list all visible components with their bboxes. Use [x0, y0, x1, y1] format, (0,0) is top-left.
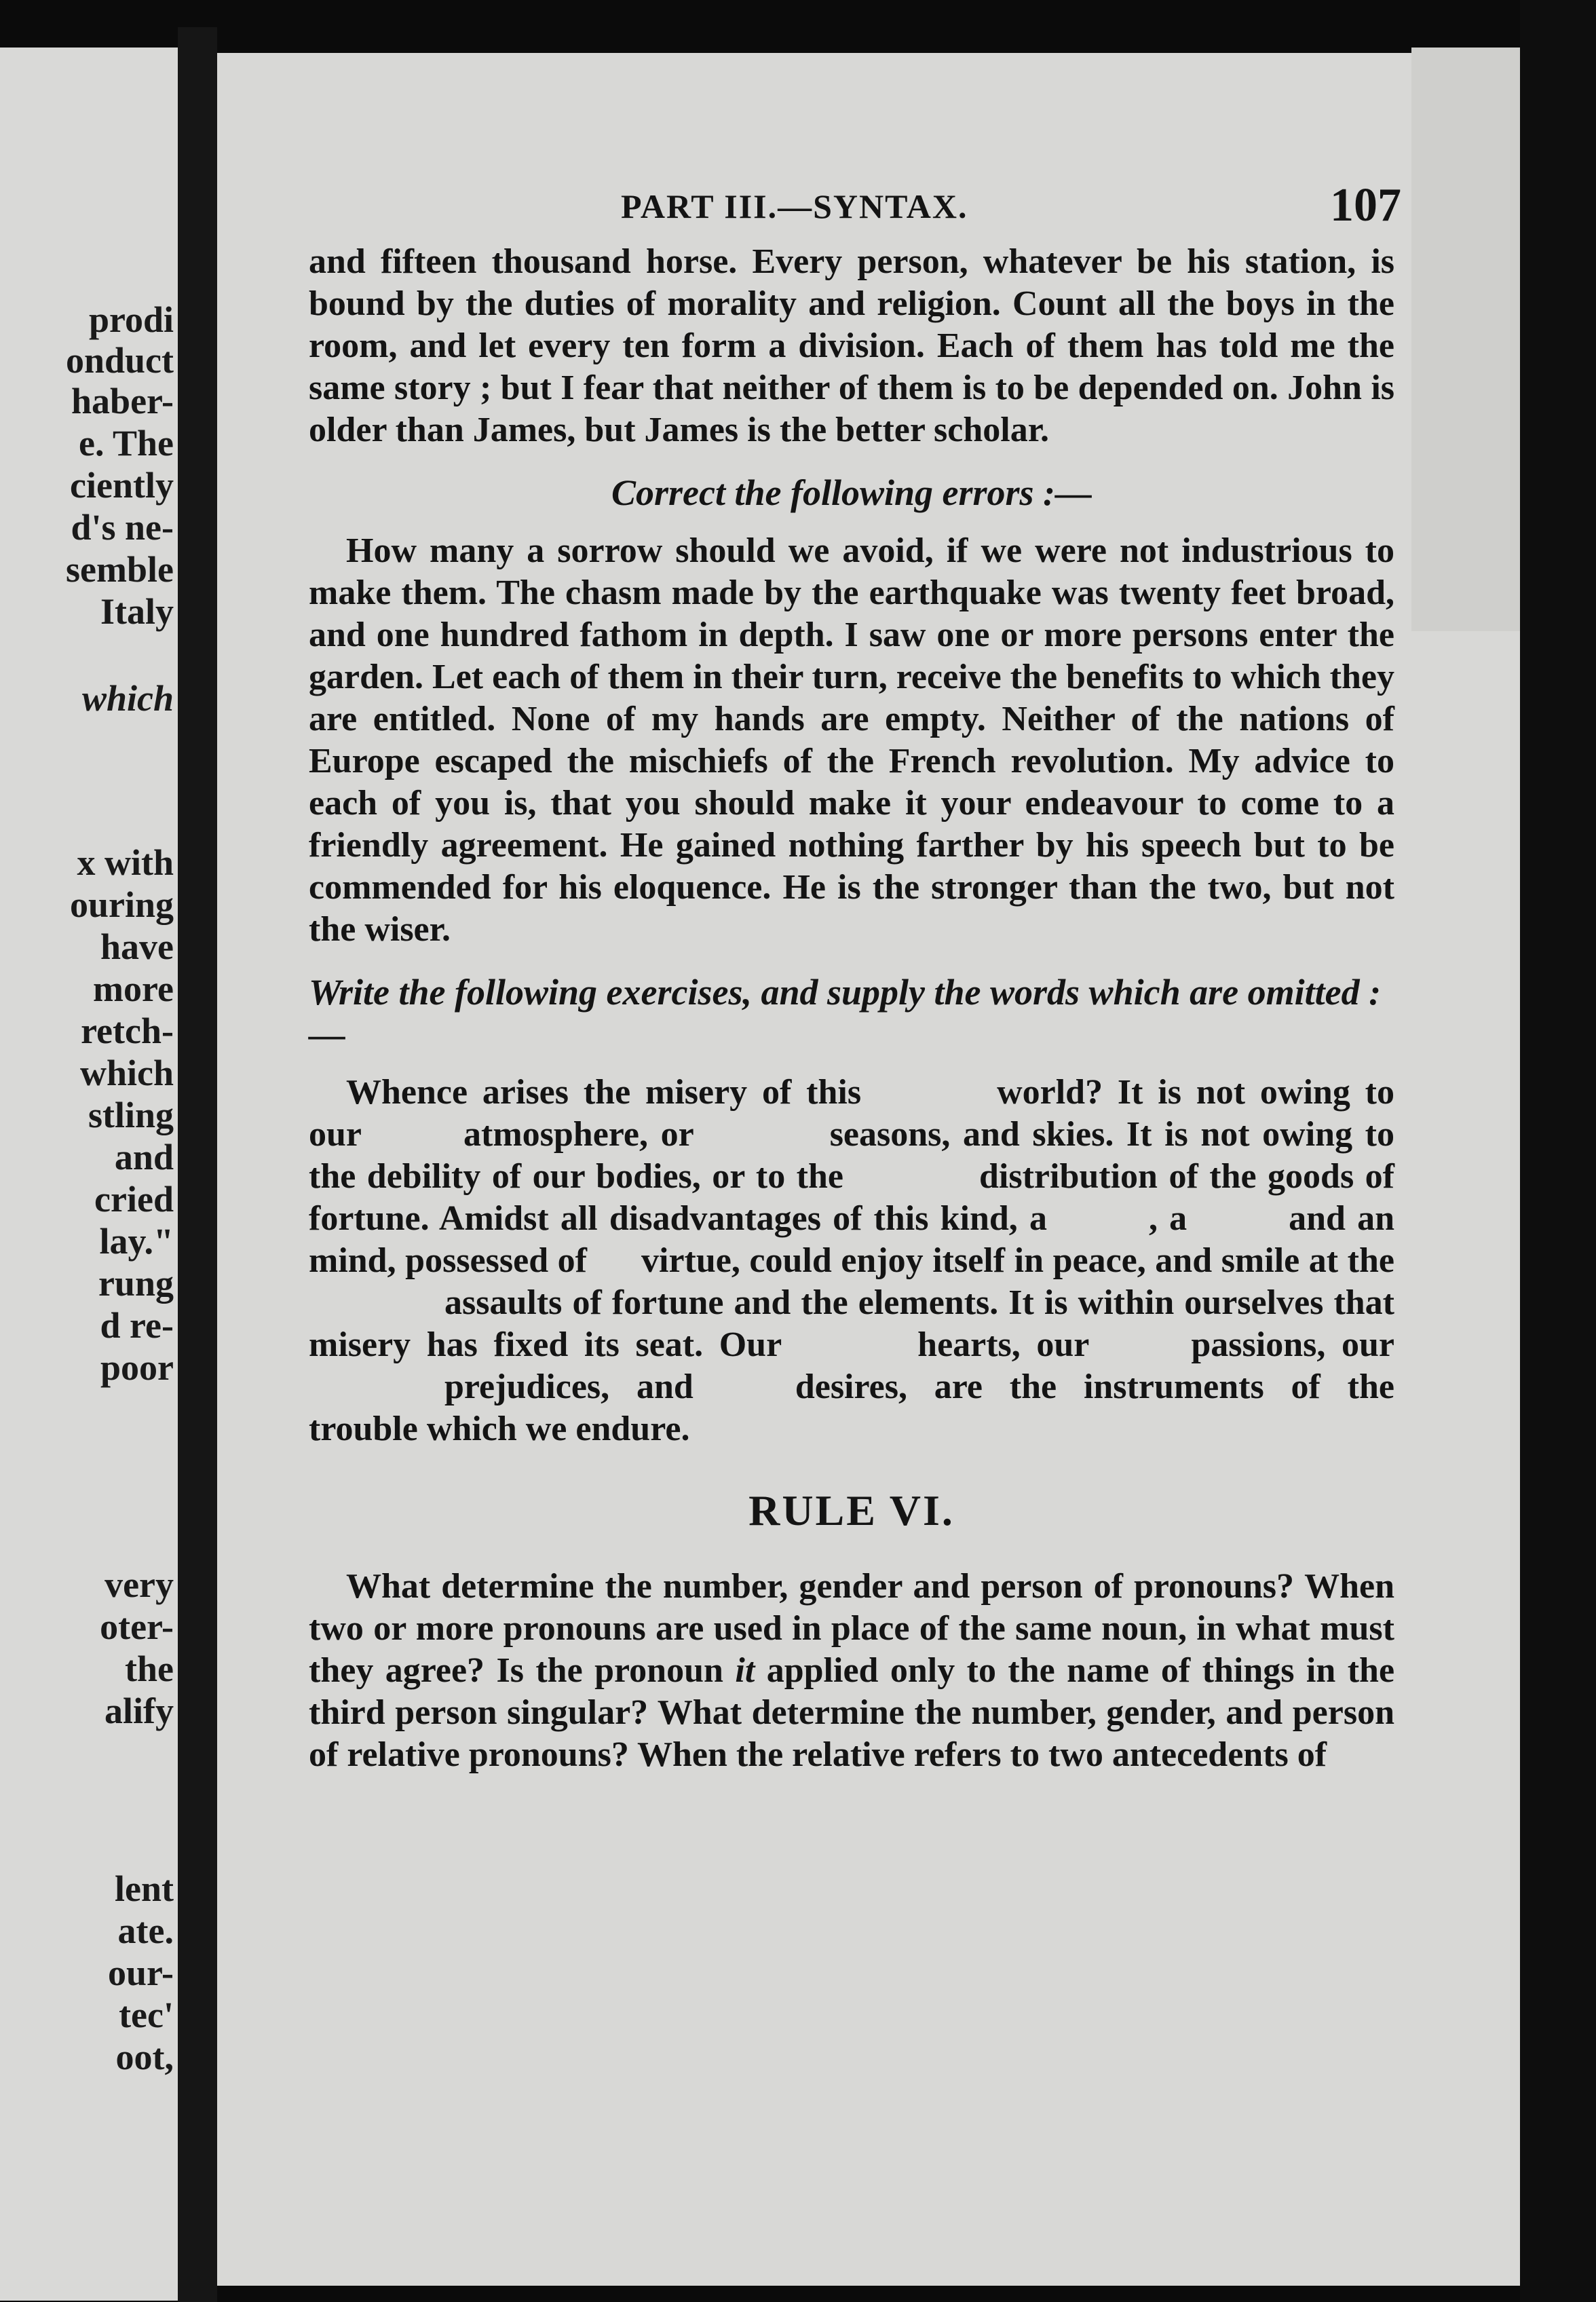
left-page-fragment: tec'	[119, 1995, 174, 2035]
left-page-fragment: our-	[108, 1952, 174, 1993]
left-page-fragment: lent	[115, 1868, 174, 1909]
left-page-fragment: which	[79, 1053, 174, 1093]
paragraph-examples: and fifteen thousand horse. Every person, whatever be his station, is bound by the duties of morality and religion. Count all the boys in the room, and let every ten form a division. Each of them has told me the same story ; but I fear that neither of them is to be depended on. John is older than James, but James is the better scholar.	[309, 242, 1394, 449]
left-page-fragment: very	[104, 1564, 174, 1605]
left-page-fragment: rung	[98, 1263, 174, 1304]
paragraph-errors: How many a sorrow should we avoid, if we were not industrious to make them. The chasm made by the earthquake was twenty feet broad, and one hundred fathom in depth. I saw one or more persons enter the garden. Let each of them in their turn, receive the benefits to which they are entitled. None of my hands are empty. Neither of the nations of Europe escaped the mischiefs of the French revolution. My advice to each of you is, that you should make it your endeavour to come to a friendly agreement. He gained nothing farther by his speech but to be commended for his eloquence. He is the stronger than the two, but not the wiser.	[309, 531, 1394, 949]
page-number: 107	[1330, 179, 1401, 231]
running-head	[309, 179, 1401, 241]
left-page-fragment: lay."	[99, 1221, 174, 1262]
left-page-fragment: d's ne-	[71, 507, 174, 548]
left-page-fragment: ouring	[69, 884, 174, 925]
italic-word: it	[735, 1651, 755, 1690]
page-content	[309, 179, 1401, 1776]
left-page-fragment: x with	[77, 842, 174, 883]
left-page-fragment: poor	[100, 1347, 174, 1388]
instruction-supply-words: Write the following exercises, and supply the words which are omitted :—	[309, 972, 1382, 1055]
left-page-fragment: and	[114, 1137, 174, 1177]
running-head-title: PART III.—SYNTAX.	[621, 187, 968, 225]
scan-border	[1520, 0, 1596, 2302]
left-page-fragment: d re-	[100, 1305, 174, 1346]
left-page-fragment: ate.	[117, 1910, 174, 1951]
left-page-fragment: alify	[104, 1691, 174, 1731]
paragraph-rule-questions: What determine the number, gender and person of pronouns? When two or more pronouns are used in place of the same noun, in what must they agree? Is the pronoun it applied only to the name of things in the third person singular? What determine the number, gender, and person of relative pronouns? When the relative refers to two antecedents of	[309, 1567, 1395, 1774]
left-page-fragment: have	[100, 926, 174, 967]
left-page-fragment: oot,	[115, 2037, 174, 2077]
left-page-fragment: oter-	[100, 1606, 174, 1647]
left-page-fragment: the	[125, 1648, 174, 1689]
left-page-fragment: cried	[94, 1179, 174, 1220]
left-page-fragment: haber-	[71, 381, 174, 421]
left-page-fragment: ciently	[70, 465, 174, 506]
left-page-fragment: onduct	[65, 340, 174, 381]
left-page-fragment: which	[81, 678, 174, 719]
book-gutter	[178, 27, 217, 2302]
left-page-fragment: more	[93, 968, 174, 1009]
instruction-correct-errors: Correct the following errors :—	[611, 472, 1092, 513]
paragraph-exercise: Whence arises the misery of this world? It is not owing to our atmosphere, or seasons, and skies. It is not owing to the debility of our bodies, or to the distribution of the goods of fortune. Amidst all disadvantages of this kind, a , a and an mind, possessed of virtue, could enjoy itself in peace, and smile at theassaults of fortune and the elements. It is within ourselves that misery has fixed its seat. Our hearts, our passions, ourprejudices, and desires, are the instruments of the trouble which we endure.	[309, 1073, 1395, 1448]
rule-heading: RULE VI.	[748, 1486, 955, 1534]
adjacent-page-strip	[0, 48, 178, 2301]
left-page-fragment: e. The	[78, 423, 174, 464]
left-page-fragment: prodi	[88, 299, 174, 340]
left-page-fragment: retch-	[81, 1011, 174, 1051]
left-page-fragment: Italy	[100, 591, 174, 632]
left-page-fragment: stling	[88, 1095, 174, 1135]
left-page-fragment: semble	[66, 549, 174, 590]
